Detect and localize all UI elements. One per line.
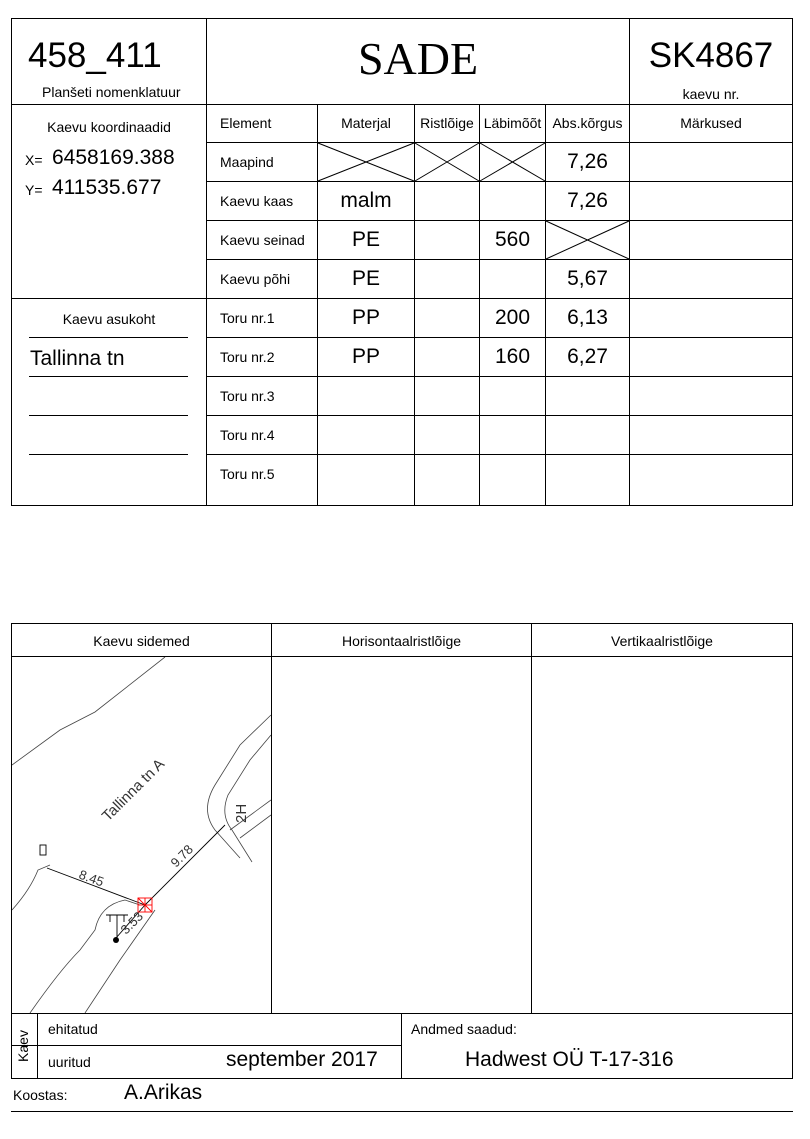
table-cell-element: Kaevu põhi (220, 271, 291, 287)
author-value: A.Arikas (124, 1081, 203, 1104)
curb-line (12, 865, 50, 910)
table-cell-diameter: 160 (494, 345, 531, 368)
column-header: Läbimõõt (483, 115, 542, 131)
street-label: Tallinna tn A (98, 755, 169, 825)
table-cell-elevation: 6,27 (567, 345, 608, 368)
frame-line (401, 1013, 402, 1078)
kaev-label: Kaev (15, 1030, 31, 1062)
table-cell-diameter: 560 (494, 228, 531, 251)
surveyed-value: september 2017 (226, 1048, 378, 1071)
horizontal-section-label: Horisontaalristlõige (341, 633, 462, 649)
column-header: Ristlõige (420, 115, 474, 131)
distance-label: 9.78 (167, 841, 197, 871)
frame-line (11, 1045, 401, 1046)
pipe-line (145, 825, 225, 905)
table-cell-element: Toru nr.5 (220, 466, 275, 482)
column-header: Materjal (341, 115, 391, 131)
table-cell-element: Maapind (220, 154, 274, 170)
vertical-section-label: Vertikaalristlõige (611, 633, 713, 649)
links-label: Kaevu sidemed (93, 633, 190, 649)
column-header: Abs.kõrgus (552, 115, 623, 131)
table-cell-element: Toru nr.1 (220, 310, 275, 326)
table-cell-elevation: 5,67 (567, 267, 608, 290)
table-cell-material: PP (351, 306, 380, 329)
curb-line (30, 900, 140, 1013)
distance-label: 8.45 (76, 866, 106, 890)
street-edge (12, 657, 165, 765)
x-label: X= (25, 152, 43, 168)
table-cell-material: malm (340, 189, 392, 212)
author-label: Koostas: (13, 1087, 68, 1103)
location-label: Kaevu asukoht (62, 311, 156, 327)
built-label: ehitatud (48, 1021, 98, 1037)
table-cell-diameter: 200 (494, 306, 531, 329)
column-header: Element (220, 115, 272, 131)
surveyed-label: uuritud (48, 1054, 91, 1070)
sheet-label: Planšeti nomenklatuur (42, 84, 181, 100)
x-value: 6458169.388 (52, 146, 175, 169)
y-value: 411535.677 (52, 176, 162, 199)
well-label: kaevu nr. (682, 86, 740, 102)
data-source-value: Hadwest OÜ T-17-316 (465, 1048, 674, 1071)
table-cell-element: Kaevu kaas (220, 193, 294, 209)
street-edge (225, 735, 271, 862)
table-cell-elevation: 6,13 (567, 306, 608, 329)
table-cell-element: Toru nr.3 (220, 388, 275, 404)
coordinates-label: Kaevu koordinaadid (47, 119, 171, 135)
table-cell-material: PP (351, 345, 380, 368)
pole-marker-icon (113, 937, 119, 943)
frame-line (11, 1111, 793, 1112)
frame-line (11, 1078, 793, 1079)
page-title: SADE (357, 33, 479, 84)
table-cell-elevation: 7,26 (567, 150, 608, 173)
table-cell-element: Kaevu seinad (220, 232, 305, 248)
hydrant-icon (40, 845, 46, 855)
y-label: Y= (25, 182, 43, 198)
sheet-number: 458_411 (28, 36, 162, 75)
table-cell-element: Toru nr.2 (220, 349, 275, 365)
table-cell-material: PE (351, 228, 380, 251)
column-header: Märkused (680, 115, 742, 131)
location-line: Tallinna tn (30, 347, 125, 370)
building-label: 2H (233, 803, 250, 823)
distance-label: 3.53 (117, 908, 147, 938)
well-id: SK4867 (648, 36, 774, 75)
street-edge (208, 715, 272, 858)
frame-line (37, 1013, 38, 1078)
data-source-label: Andmed saadud: (411, 1021, 517, 1037)
table-cell-elevation: 7,26 (567, 189, 608, 212)
table-cell-element: Toru nr.4 (220, 427, 275, 443)
table-cell-material: PE (351, 267, 380, 290)
